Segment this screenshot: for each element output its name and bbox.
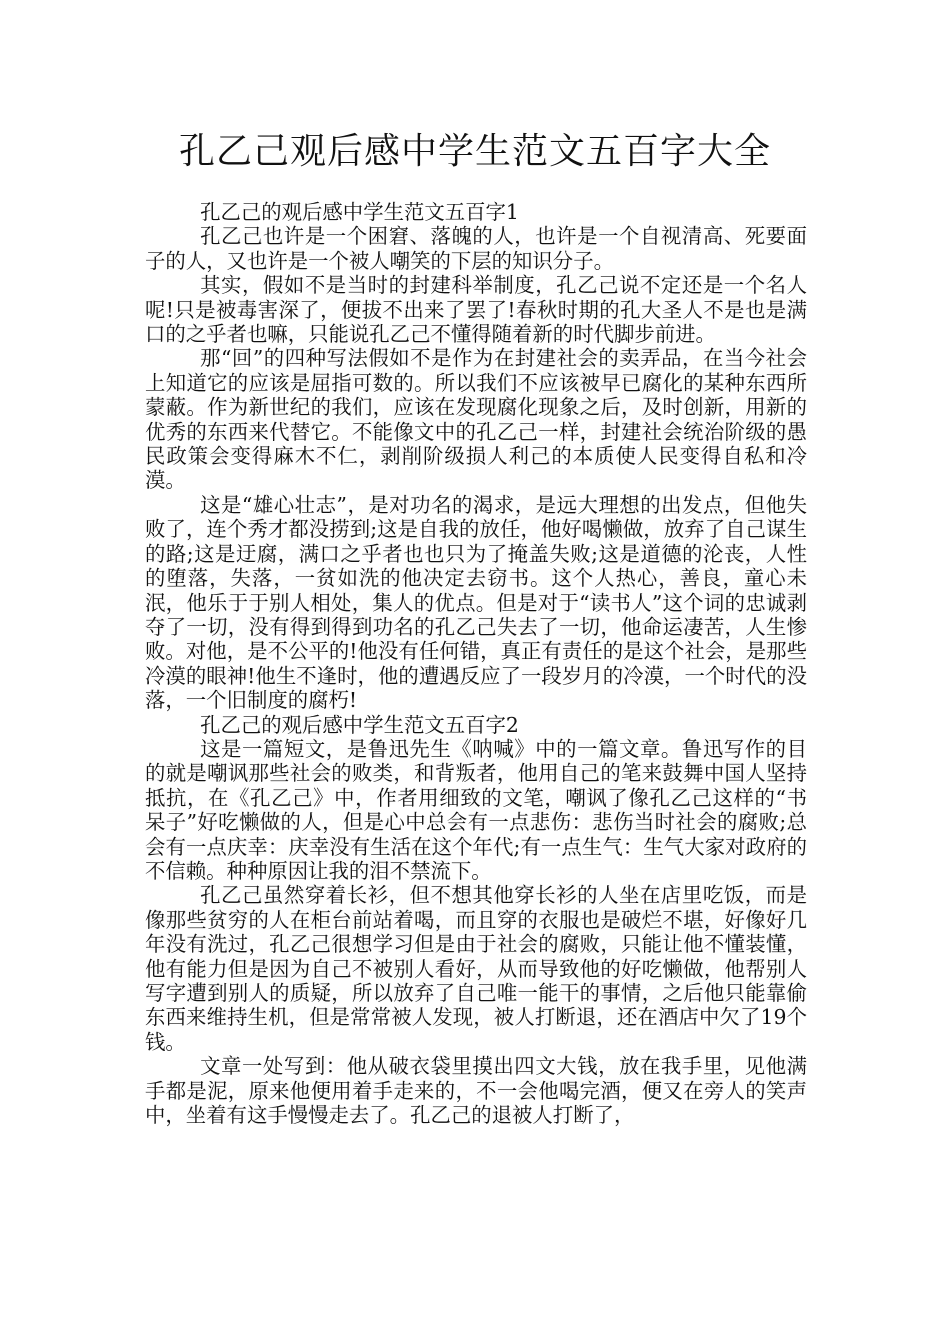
- paragraph: 文章一处写到：他从破衣袋里摸出四文大钱，放在我手里，见他满手都是泥，原来他便用着手走来的，不一会他喝完酒，便又在旁人的笑声中，坐着有这手慢慢走去了。孔乙己的退被人打断了，: [145, 1054, 807, 1128]
- paragraph: 这是一篇短文，是鲁迅先生《呐喊》中的一篇文章。鲁迅写作的目的就是嘲讽那些社会的败类，和背叛者，他用自己的笔来鼓舞中国人坚持抵抗，在《孔乙己》中，作者用细致的文笔，嘲讽了像孔乙己这样的“书呆子”好吃懒做的人，但是心中总会有一点悲伤：悲伤当时社会的腐败;总会有一点庆幸：庆幸没有生活在这个年代;有一点生气：生气大家对政府的不信赖。种种原因让我的泪不禁流下。: [145, 736, 807, 883]
- paragraph: 孔乙己也许是一个困窘、落魄的人，也许是一个自视清高、死要面子的人，又也许是一个被人嘲笑的下层的知识分子。: [145, 224, 807, 273]
- paragraph: 其实，假如不是当时的封建科举制度，孔乙己说不定还是一个名人呢!只是被毒害深了，便拔不出来了罢了!春秋时期的孔大圣人不是也是满口的之乎者也嘛，只能说孔乙己不懂得随着新的时代脚步前进。: [145, 273, 807, 347]
- document-body: [145, 200, 807, 1127]
- section-heading-2: 孔乙己的观后感中学生范文五百字2: [200, 712, 519, 737]
- paragraph: 这是“雄心壮志”，是对功名的渴求，是远大理想的出发点，但他失败了，连个秀才都没捞到;这是自我的放任，他好喝懒做，放弃了自己谋生的路;这是迂腐，满口之乎者也也只为了掩盖失败;这是道德的沦丧，人性的堕落，失落，一贫如洗的他决定去窃书。这个人热心，善良，童心未泯，他乐于于别人相处，集人的优点。但是对于“读书人”这个词的忠诚剥夺了一切，没有得到得到功名的孔乙己失去了一切，他命运凄苦，人生惨败。对他，是不公平的!他没有任何错，真正有责任的是这个社会，是那些冷漠的眼神!他生不逢时，他的遭遇反应了一段岁月的冷漠，一个时代的没落，一个旧制度的腐朽!: [145, 492, 807, 713]
- paragraph: 那“回”的四种写法假如不是作为在封建社会的卖弄品，在当今社会上知道它的应该是屈指可数的。所以我们不应该被早已腐化的某种东西所蒙蔽。作为新世纪的我们，应该在发现腐化现象之后，及时创新，用新的优秀的东西来代替它。不能像文中的孔乙己一样，封建社会统治阶级的愚民政策会变得麻木不仁，剥削阶级损人利己的本质使人民变得自私和冷漠。: [145, 346, 807, 493]
- document-title: 孔乙己观后感中学生范文五百字大全: [178, 131, 771, 172]
- section-heading-1: 孔乙己的观后感中学生范文五百字1: [200, 200, 519, 224]
- paragraph: 孔乙己虽然穿着长衫，但不想其他穿长衫的人坐在店里吃饭，而是像那些贫穷的人在柜台前站着喝，而且穿的衣服也是破烂不堪，好像好几年没有洗过，孔乙己很想学习但是由于社会的腐败，只能让他不懂装懂，他有能力但是因为自己不被别人看好，从而导致他的好吃懒做，他帮别人写字遭到别人的质疑，所以放弃了自己唯一能干的事情，之后他只能靠偷东西来维持生机，但是常常被人发现，被人打断退，还在酒店中欠了19个钱。: [145, 883, 807, 1054]
